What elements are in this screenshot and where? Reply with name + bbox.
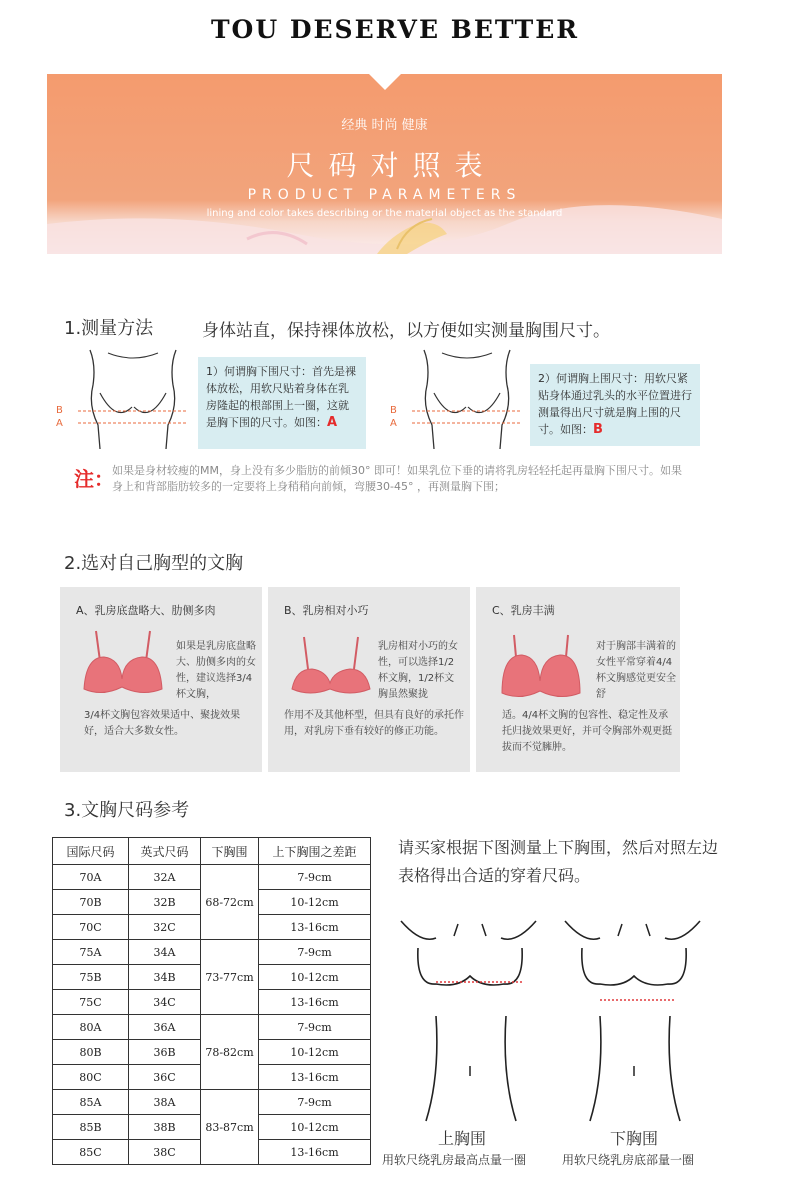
intl-size-cell: 70C [53, 915, 129, 940]
card-a-bottom-text: 3/4杯文胸包容效果适中、聚拢效果好，适合大多数女性。 [84, 710, 241, 737]
banner [47, 74, 722, 254]
uk-size-cell: 34C [129, 990, 201, 1015]
label-a-right: A [390, 418, 397, 429]
under-bust-cell: 68-72cm [201, 865, 259, 940]
note-a-text: 1）何谓胸下围尺寸：首先是裸体放松，用软尺贴着身体在乳房隆起的根部围上一圈，这就是胸下围的尺寸。如图： [206, 365, 356, 429]
difference-cell: 7-9cm [259, 940, 371, 965]
note-b-text: 2）何谓胸上围尺寸：用软尺紧贴身体通过乳头的水平位置进行测量得出尺寸就是胸上围的尺寸。如图： [538, 372, 692, 436]
uk-size-cell: 32B [129, 890, 201, 915]
lower-bust-figure [560, 916, 710, 1126]
difference-cell: 13-16cm [259, 1140, 371, 1165]
uk-size-cell: 32C [129, 915, 201, 940]
card-a-side-text: 如果是乳房底盘略大、肋侧多肉的女性，建议选择3/4杯文胸， [176, 641, 256, 700]
header-difference: 上下胸围之差距 [259, 838, 371, 865]
card-b-side-text: 乳房相对小巧的女性，可以选择1/2杯文胸，1/2杯文胸虽然聚拢 [378, 641, 458, 700]
banner-title: 尺码对照表 [286, 149, 497, 182]
banner-small-text: 经典 时尚 健康 [341, 118, 428, 133]
note-label: 注： [74, 467, 114, 491]
uk-size-cell: 38A [129, 1090, 201, 1115]
note-box-b [530, 364, 700, 446]
upper-bust-figure [396, 916, 546, 1126]
bra-card-a [60, 587, 262, 772]
intl-size-cell: 70B [53, 890, 129, 915]
difference-cell: 13-16cm [259, 990, 371, 1015]
measure-instruction: 请买家根据下图测量上下胸围，然后对照左边表格得出合适的穿着尺码。 [398, 838, 719, 885]
section2-heading: 2.选对自己胸型的文胸 [64, 553, 244, 574]
card-a-title: A、乳房底盘略大、肋侧多肉 [76, 604, 216, 617]
difference-cell: 7-9cm [259, 1015, 371, 1040]
torso-figure-a [78, 345, 188, 450]
note-b-mark: B [593, 422, 603, 437]
difference-cell: 13-16cm [259, 915, 371, 940]
uk-size-cell: 36A [129, 1015, 201, 1040]
bra-icon-a [82, 627, 164, 699]
under-bust-cell: 73-77cm [201, 940, 259, 1015]
uk-size-cell: 34A [129, 940, 201, 965]
note-box-a [198, 357, 366, 449]
section3-heading: 3.文胸尺码参考 [64, 800, 190, 821]
size-table-row [53, 1015, 371, 1040]
intl-size-cell: 75A [53, 940, 129, 965]
page-title: TOU DESERVE BETTER [210, 15, 580, 44]
header-intl-size: 国际尺码 [53, 838, 129, 865]
banner-notch [369, 74, 401, 90]
note-a-mark: A [327, 415, 338, 430]
uk-size-cell: 38B [129, 1115, 201, 1140]
intl-size-cell: 85C [53, 1140, 129, 1165]
card-c-side-text: 对于胸部丰满着的女性平常穿着4/4杯文胸感觉更安全舒 [596, 641, 676, 700]
difference-cell: 10-12cm [259, 890, 371, 915]
uk-size-cell: 32A [129, 865, 201, 890]
intl-size-cell: 85B [53, 1115, 129, 1140]
card-c-bottom-text: 适。4/4杯文胸的包容性、稳定性及承托归拢效果更好，并可令胸部外观更挺拔而不觉臃肿。 [502, 710, 672, 753]
card-b-title: B、乳房相对小巧 [284, 604, 369, 617]
bra-icon-c [500, 631, 582, 703]
intl-size-cell: 75B [53, 965, 129, 990]
intl-size-cell: 85A [53, 1090, 129, 1115]
size-table-row [53, 865, 371, 890]
bra-card-c [476, 587, 680, 772]
label-b-right: B [390, 405, 397, 416]
card-b-bottom-text: 作用不及其他杯型，但具有良好的承托作用，对乳房下垂有较好的修正功能。 [284, 710, 464, 737]
size-table-row [53, 1090, 371, 1115]
intl-size-cell: 80B [53, 1040, 129, 1065]
intl-size-cell: 80C [53, 1065, 129, 1090]
uk-size-cell: 34B [129, 965, 201, 990]
header-uk-size: 英式尺码 [129, 838, 201, 865]
lower-bust-desc: 用软尺绕乳房底部量一圈 [562, 1153, 695, 1167]
banner-en-subtitle: lining and color takes describing or the material object as the standard [206, 208, 563, 219]
bra-icon-b [290, 633, 372, 699]
label-b-left: B [56, 405, 63, 416]
size-table-header [53, 838, 371, 865]
upper-bust-label: 上胸围 [438, 1129, 487, 1148]
label-a-left: A [56, 418, 63, 429]
intl-size-cell: 70A [53, 865, 129, 890]
difference-cell: 7-9cm [259, 1090, 371, 1115]
note-text: 如果是身材较瘦的MM，身上没有多少脂肪的前倾30° 即可！如果乳位下垂的请将乳房轻轻托起再量胸下围尺寸。如果身上和背部脂肪较多的一定要将上身稍稍向前倾，弯腰30-45° ，再测量胸下围； [112, 464, 682, 493]
upper-bust-desc: 用软尺绕乳房最高点量一圈 [382, 1153, 527, 1167]
intl-size-cell: 75C [53, 990, 129, 1015]
section1-subtitle: 身体站直，保持裸体放松，以方便如实测量胸围尺寸。 [202, 321, 610, 341]
difference-cell: 10-12cm [259, 965, 371, 990]
under-bust-cell: 78-82cm [201, 1015, 259, 1090]
difference-cell: 7-9cm [259, 865, 371, 890]
difference-cell: 10-12cm [259, 1040, 371, 1065]
banner-en-title: PRODUCT PARAMETERS [247, 187, 522, 203]
difference-cell: 13-16cm [259, 1065, 371, 1090]
bra-card-b [268, 587, 470, 772]
uk-size-cell: 38C [129, 1140, 201, 1165]
uk-size-cell: 36B [129, 1040, 201, 1065]
under-bust-cell: 83-87cm [201, 1090, 259, 1165]
section1-heading: 1.测量方法 [64, 318, 154, 339]
uk-size-cell: 36C [129, 1065, 201, 1090]
card-c-title: C、乳房丰满 [492, 604, 555, 617]
torso-figure-b [412, 345, 522, 450]
intl-size-cell: 80A [53, 1015, 129, 1040]
header-under-bust: 下胸围 [201, 838, 259, 865]
size-table [52, 837, 371, 1165]
difference-cell: 10-12cm [259, 1115, 371, 1140]
size-table-row [53, 940, 371, 965]
lower-bust-label: 下胸围 [610, 1129, 659, 1148]
